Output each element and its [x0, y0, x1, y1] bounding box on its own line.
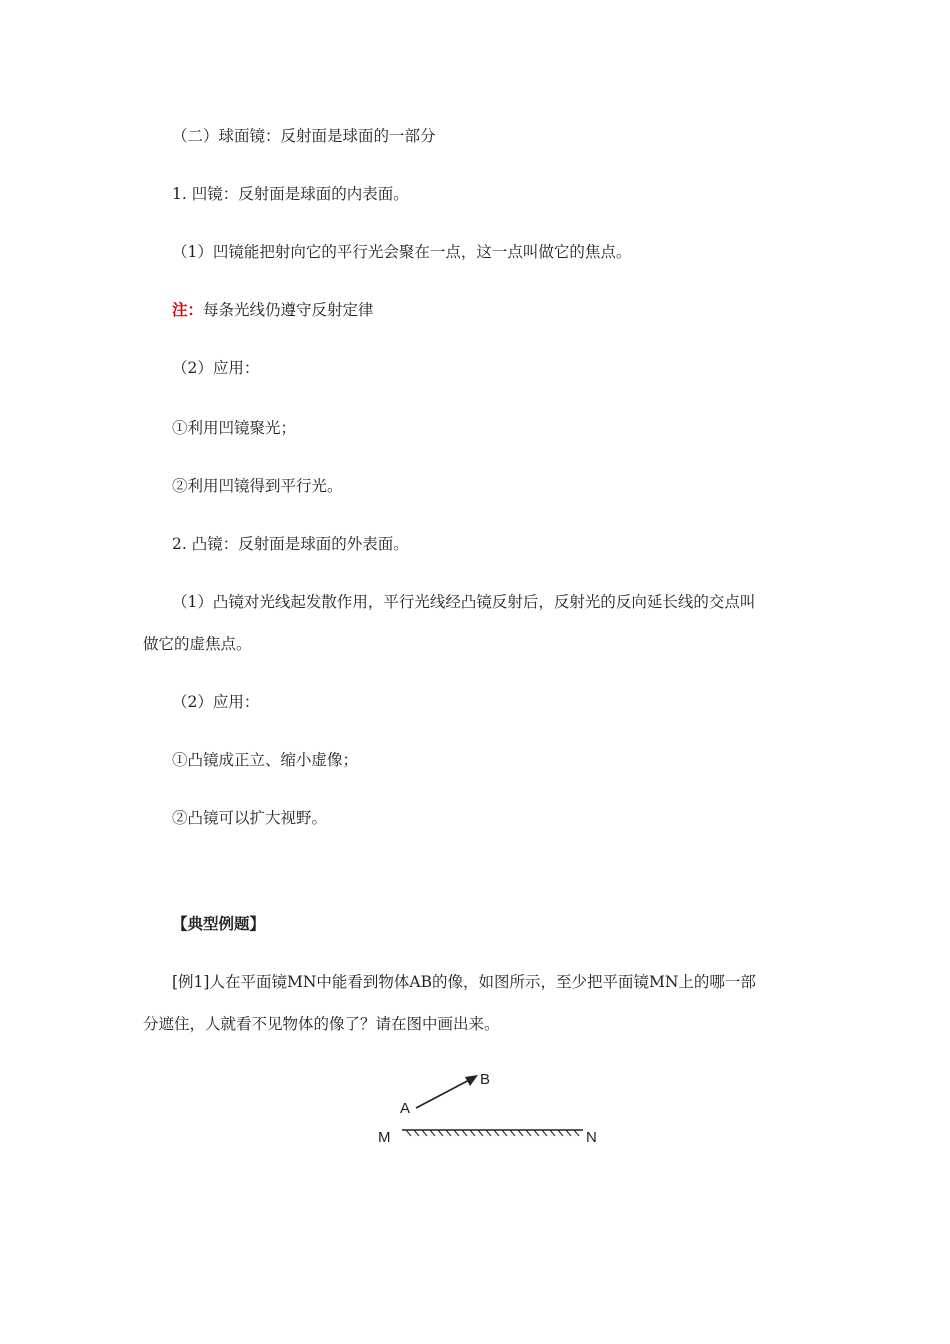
label-n: N — [586, 1129, 597, 1146]
hatch-mark — [542, 1130, 547, 1136]
note — [172, 300, 374, 320]
convex-application-heading: （2）应用： — [172, 693, 260, 711]
convex-application-2: ②凸镜可以扩大视野。 — [172, 809, 328, 827]
hatch-mark — [566, 1130, 571, 1136]
hatch-mark — [430, 1130, 435, 1136]
hatch-mark — [534, 1130, 539, 1136]
hatch-mark — [470, 1130, 475, 1136]
concave-point-1: （1）凹镜能把射向它的平行光会聚在一点，这一点叫做它的焦点。 — [172, 243, 632, 261]
example-1-line-2: 分遮住，人就看不见物体的像了？请在图中画出来。 — [143, 1015, 500, 1033]
hatch-mark — [558, 1130, 563, 1136]
note-text: 每条光线仍遵守反射定律 — [203, 301, 374, 319]
hatch-mark — [494, 1130, 499, 1136]
hatch-mark — [550, 1130, 555, 1136]
examples-heading: 【典型例题】 — [172, 914, 266, 933]
hatch-mark — [406, 1130, 411, 1136]
hatch-mark — [454, 1130, 459, 1136]
section-title: （二）球面镜：反射面是球面的一部分 — [172, 127, 436, 145]
concave-heading: 1. 凹镜：反射面是球面的内表面。 — [172, 185, 409, 203]
hatch-mark — [422, 1130, 427, 1136]
arrowhead-icon — [465, 1075, 478, 1086]
mirror-diagram — [370, 1062, 610, 1154]
note-label: 注： — [172, 300, 204, 319]
convex-heading: 2. 凸镜：反射面是球面的外表面。 — [172, 535, 409, 553]
concave-application-2: ②利用凹镜得到平行光。 — [172, 477, 343, 495]
hatch-mark — [414, 1130, 419, 1136]
convex-point-1-line-1: （1）凸镜对光线起发散作用，平行光线经凸镜反射后，反射光的反向延长线的交点叫 — [172, 593, 756, 611]
hatch-mark — [478, 1130, 483, 1136]
label-b: B — [480, 1071, 491, 1088]
mirror-hatching — [406, 1130, 579, 1136]
hatch-mark — [518, 1130, 523, 1136]
convex-point-1-line-2: 做它的虚焦点。 — [143, 635, 252, 653]
hatch-mark — [462, 1130, 467, 1136]
hatch-mark — [438, 1130, 443, 1136]
label-a: A — [400, 1100, 411, 1117]
hatch-mark — [502, 1130, 507, 1136]
object-ab-arrow — [416, 1078, 473, 1108]
hatch-mark — [486, 1130, 491, 1136]
example-1-line-1: [例1]人在平面镜MN中能看到物体AB的像，如图所示，至少把平面镜MN上的哪一部 — [172, 973, 756, 991]
hatch-mark — [574, 1130, 579, 1136]
convex-application-1: ①凸镜成正立、缩小虚像； — [172, 751, 359, 769]
hatch-mark — [510, 1130, 515, 1136]
hatch-mark — [446, 1130, 451, 1136]
hatch-mark — [526, 1130, 531, 1136]
concave-application-1: ①利用凹镜聚光； — [172, 419, 297, 437]
concave-application-heading: （2）应用： — [172, 359, 260, 377]
label-m: M — [378, 1129, 391, 1146]
